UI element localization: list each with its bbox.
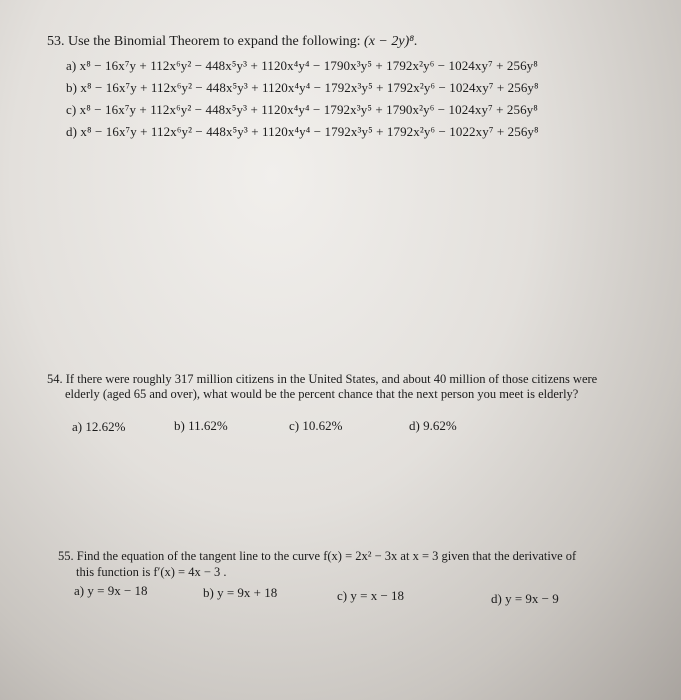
expansion-term: − 1792x³y⁵: [310, 80, 373, 95]
expansion-term: + 112x⁶y²: [136, 124, 193, 139]
expansion-term: + 112x⁶y²: [136, 80, 193, 95]
expansion-term: − 1790x³y⁵: [309, 58, 372, 73]
expansion-term: + 256y⁸: [492, 102, 538, 117]
option-54-a: a) 12.62%: [72, 419, 126, 434]
expansion-term: + 1120x⁴y⁴: [247, 80, 311, 95]
binomial-expression: (x − 2y)⁸.: [364, 34, 418, 49]
option-54-c: c) 10.62%: [289, 418, 343, 433]
expansion-term: − 1022xy⁷: [435, 124, 494, 139]
question-text: If there were roughly 317 million citizens in the United States, and about 40 million of those citizens were: [65, 372, 598, 386]
question-number: 55.: [58, 549, 74, 563]
expansion-term: − 16x⁷y: [90, 58, 137, 73]
option-53-d: [66, 124, 539, 140]
expansion-term: + 1120x⁴y⁴: [247, 102, 310, 117]
question-55-line-2: this function is f′(x) = 4x − 3 .: [76, 565, 227, 579]
option-53-c: [66, 102, 538, 118]
expansion-term: x⁸: [79, 58, 91, 73]
option-55-d: d) y = 9x − 9: [491, 591, 559, 606]
expansion-term: + 1120x⁴y⁴: [247, 124, 311, 139]
expansion-term: − 448x⁵y³: [191, 102, 248, 117]
option-letter: d): [66, 124, 81, 139]
expansion-term: x⁸: [80, 80, 92, 95]
expansion-term: − 16x⁷y: [90, 102, 137, 117]
expansion-term: + 256y⁸: [493, 124, 539, 139]
expansion-term: − 16x⁷y: [91, 80, 137, 95]
option-letter: b): [66, 80, 81, 95]
expansion-term: − 16x⁷y: [91, 124, 137, 139]
option-letter: c): [66, 102, 80, 117]
question-number: 53.: [47, 34, 65, 49]
expansion-term: + 1792x²y⁶: [372, 124, 436, 139]
question-text: Find the equation of the tangent line to the curve f(x) = 2x² − 3x at x = 3 given that the derivative of: [76, 549, 577, 563]
expansion-term: + 1792x²y⁶: [372, 80, 436, 95]
question-number: 54.: [47, 372, 63, 386]
option-letter: a): [66, 58, 80, 73]
expansion-term: − 1792x³y⁵: [309, 102, 372, 117]
option-55-b: b) y = 9x + 18: [203, 585, 278, 600]
expansion-term: + 1120x⁴y⁴: [247, 58, 310, 73]
expansion-term: + 256y⁸: [493, 80, 539, 95]
expansion-term: + 1790x²y⁶: [372, 102, 435, 117]
expansion-term: x⁸: [79, 102, 91, 117]
expansion-term: + 1792x²y⁶: [372, 58, 435, 73]
option-54-b: b) 11.62%: [174, 418, 228, 433]
expansion-term: + 112x⁶y²: [136, 58, 192, 73]
option-55-c: c) y = x − 18: [337, 588, 405, 603]
expansion-term: − 1792x³y⁵: [310, 124, 373, 139]
question-53-prompt: [47, 34, 418, 50]
expansion-term: − 448x⁵y³: [191, 58, 248, 73]
question-54-line-2: elderly (aged 65 and over), what would be the percent chance that the next person you meet is elderly?: [65, 387, 579, 401]
option-55-a: a) y = 9x − 18: [74, 583, 148, 598]
question-55-line-1: [58, 549, 576, 564]
expansion-term: − 1024xy⁷: [435, 80, 494, 95]
expansion-term: + 256y⁸: [492, 58, 538, 73]
expansion-term: x⁸: [80, 124, 92, 139]
option-54-d: d) 9.62%: [409, 418, 457, 433]
expansion-term: − 448x⁵y³: [192, 80, 248, 95]
expansion-term: + 112x⁶y²: [136, 102, 192, 117]
expansion-term: − 1024xy⁷: [434, 58, 493, 73]
expansion-term: − 1024xy⁷: [434, 102, 493, 117]
option-53-b: [66, 80, 539, 96]
question-54-line-1: [47, 372, 597, 387]
question-text: Use the Binomial Theorem to expand the following:: [68, 34, 361, 49]
option-53-a: [66, 58, 538, 74]
expansion-term: − 448x⁵y³: [192, 124, 248, 139]
